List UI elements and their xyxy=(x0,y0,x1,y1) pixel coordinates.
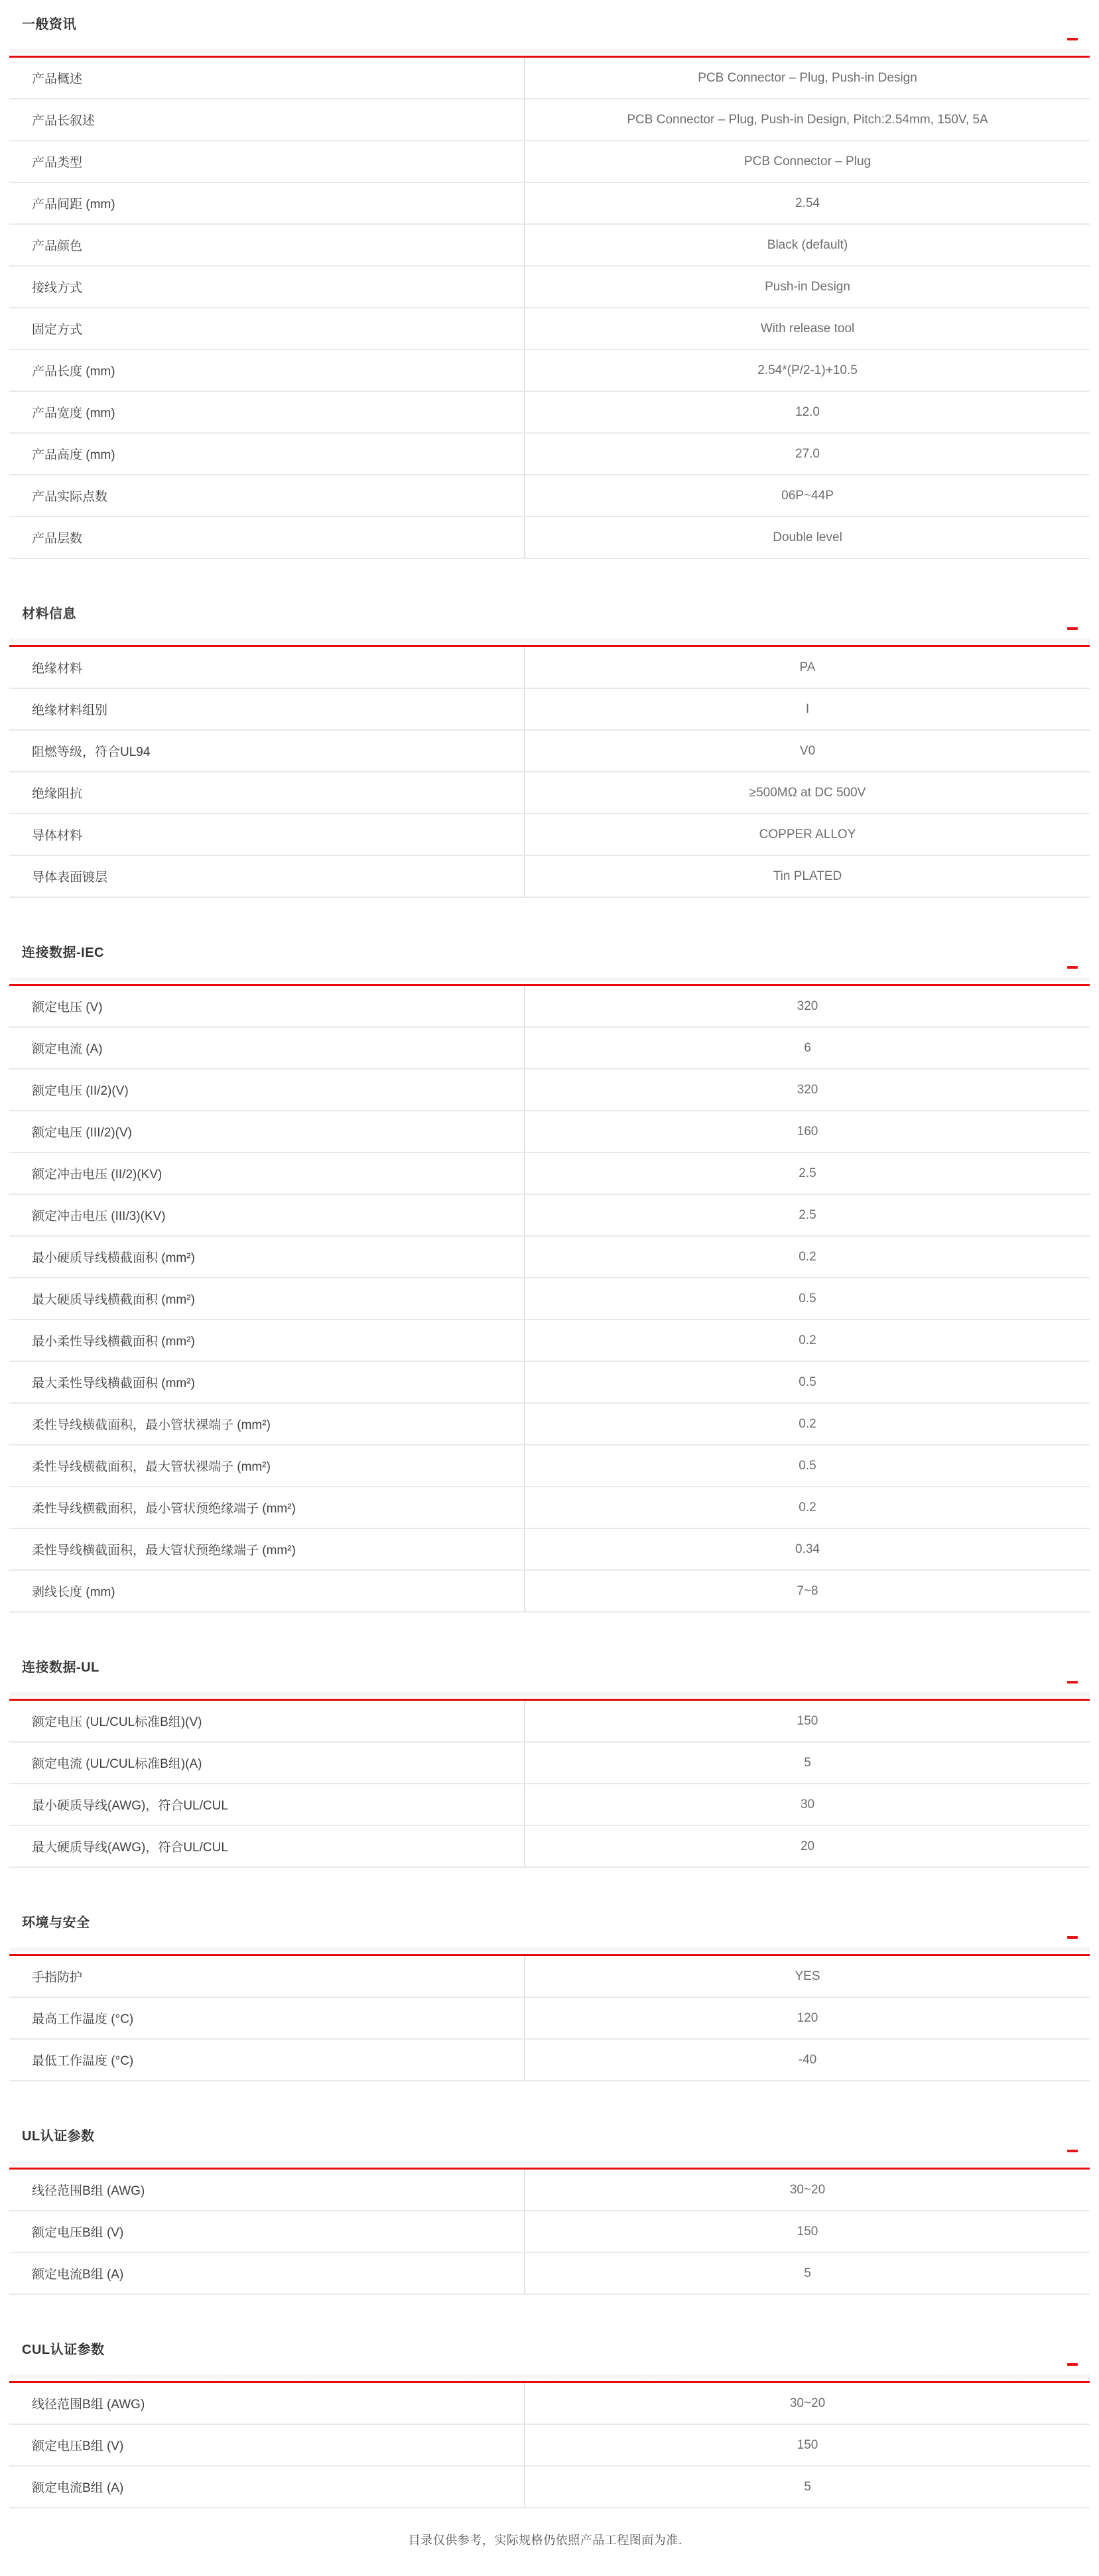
spec-section-6 xyxy=(9,2081,1090,2295)
spec-value: 0.2 xyxy=(525,1487,1090,1528)
spec-table-body xyxy=(9,2170,1090,2294)
spec-label: 导体材料 xyxy=(9,814,525,855)
spec-value: 320 xyxy=(525,986,1090,1027)
spec-label: 产品宽度 (mm) xyxy=(9,391,525,433)
dotted-strip xyxy=(9,2374,1090,2378)
dotted-strip xyxy=(9,977,1090,981)
spec-value: Black (default) xyxy=(525,224,1090,266)
spec-value: 0.5 xyxy=(525,1445,1090,1487)
spec-value: 20 xyxy=(525,1825,1090,1867)
spec-label: 固定方式 xyxy=(9,308,525,349)
table-row xyxy=(9,1701,1090,1742)
table-row xyxy=(9,1278,1090,1319)
spec-label: 产品概述 xyxy=(9,58,525,99)
red-divider xyxy=(9,2168,1090,2170)
table-row xyxy=(9,391,1090,433)
table-row xyxy=(9,1027,1090,1069)
spec-value: ≥500MΩ at DC 500V xyxy=(525,772,1090,814)
red-divider xyxy=(9,1699,1090,1701)
spec-label: 柔性导线横截面积，最小管状预绝缘端子 (mm²) xyxy=(9,1487,525,1528)
spec-table-body xyxy=(9,986,1090,1612)
section-title: CUL认证参数 xyxy=(22,2343,105,2357)
spec-label: 线径范围B组 (AWG) xyxy=(9,2383,525,2424)
table-row xyxy=(9,308,1090,349)
spec-table-body xyxy=(9,58,1090,558)
table-row xyxy=(9,688,1090,730)
table-row xyxy=(9,2252,1090,2294)
table-row xyxy=(9,2466,1090,2508)
table-row xyxy=(9,986,1090,1027)
spec-table xyxy=(9,647,1090,898)
spec-value: 30~20 xyxy=(525,2383,1090,2424)
spec-value: 5 xyxy=(525,1742,1090,1784)
section-title: 一般资讯 xyxy=(22,17,76,32)
spec-value: 27.0 xyxy=(525,433,1090,475)
spec-label: 最小柔性导线横截面积 (mm²) xyxy=(9,1319,525,1361)
table-row xyxy=(9,1570,1090,1612)
spec-label: 产品实际点数 xyxy=(9,475,525,517)
spec-value: Push-in Design xyxy=(525,266,1090,308)
spec-label: 导体表面镀层 xyxy=(9,855,525,897)
section-title: 材料信息 xyxy=(22,607,76,621)
spec-label: 额定冲击电压 (II/2)(KV) xyxy=(9,1152,525,1194)
collapse-minus-icon[interactable] xyxy=(1067,966,1078,969)
table-row xyxy=(9,1997,1090,2039)
spec-label: 绝缘材料组别 xyxy=(9,688,525,730)
spec-label: 额定电流 (A) xyxy=(9,1027,525,1069)
spec-value: 2.5 xyxy=(525,1194,1090,1236)
spec-value: 2.5 xyxy=(525,1152,1090,1194)
table-row xyxy=(9,1319,1090,1361)
spec-label: 接线方式 xyxy=(9,266,525,308)
section-header xyxy=(9,17,1090,58)
spec-label: 阻燃等级，符合UL94 xyxy=(9,730,525,772)
spec-value: 30 xyxy=(525,1784,1090,1825)
red-divider xyxy=(9,56,1090,58)
spec-label: 最低工作温度 (°C) xyxy=(9,2039,525,2081)
table-row xyxy=(9,1528,1090,1570)
spec-label: 额定电压 (II/2)(V) xyxy=(9,1069,525,1111)
table-row xyxy=(9,1784,1090,1825)
spec-value: 5 xyxy=(525,2252,1090,2294)
table-row xyxy=(9,2383,1090,2424)
spec-label: 额定电压 (III/2)(V) xyxy=(9,1111,525,1152)
spec-table-body xyxy=(9,2383,1090,2508)
spec-label: 手指防护 xyxy=(9,1956,525,1997)
spec-value: V0 xyxy=(525,730,1090,772)
table-row xyxy=(9,1194,1090,1236)
collapse-minus-icon[interactable] xyxy=(1067,2363,1078,2366)
section-header xyxy=(9,2129,1090,2170)
section-header xyxy=(9,1660,1090,1701)
spec-label: 最大柔性导线横截面积 (mm²) xyxy=(9,1361,525,1403)
spec-value: PA xyxy=(525,647,1090,688)
spec-value: Double level xyxy=(525,517,1090,558)
red-divider xyxy=(9,1954,1090,1956)
table-row xyxy=(9,1152,1090,1194)
spec-label: 产品高度 (mm) xyxy=(9,433,525,475)
spec-value: 0.2 xyxy=(525,1236,1090,1278)
spec-value: 0.5 xyxy=(525,1361,1090,1403)
table-row xyxy=(9,647,1090,688)
table-row xyxy=(9,1487,1090,1528)
table-row xyxy=(9,1111,1090,1152)
table-row xyxy=(9,517,1090,558)
spec-value: -40 xyxy=(525,2039,1090,2081)
spec-section-4 xyxy=(9,1613,1090,1868)
spec-label: 额定电流 (UL/CUL标准B组)(A) xyxy=(9,1742,525,1784)
spec-table xyxy=(9,986,1090,1613)
collapse-minus-icon[interactable] xyxy=(1067,38,1078,40)
spec-section-2 xyxy=(9,559,1090,898)
spec-label: 线径范围B组 (AWG) xyxy=(9,2170,525,2211)
spec-label: 柔性导线横截面积，最大管状裸端子 (mm²) xyxy=(9,1445,525,1487)
spec-label: 绝缘材料 xyxy=(9,647,525,688)
table-row xyxy=(9,855,1090,897)
section-title: UL认证参数 xyxy=(22,2129,95,2144)
spec-section-7 xyxy=(9,2295,1090,2508)
spec-label: 最小硬质导线(AWG)，符合UL/CUL xyxy=(9,1784,525,1825)
table-row xyxy=(9,433,1090,475)
table-row xyxy=(9,349,1090,391)
table-row xyxy=(9,1069,1090,1111)
dotted-strip xyxy=(9,49,1090,53)
spec-table-body xyxy=(9,1701,1090,1867)
table-row xyxy=(9,99,1090,141)
table-row xyxy=(9,730,1090,772)
spec-label: 产品类型 xyxy=(9,141,525,182)
table-row xyxy=(9,1445,1090,1487)
spec-value: 120 xyxy=(525,1997,1090,2039)
section-header xyxy=(9,1916,1090,1956)
collapse-minus-icon[interactable] xyxy=(1067,1936,1078,1939)
table-row xyxy=(9,1742,1090,1784)
spec-table xyxy=(9,58,1090,559)
spec-value: 0.34 xyxy=(525,1528,1090,1570)
section-header xyxy=(9,607,1090,647)
spec-label: 最小硬质导线横截面积 (mm²) xyxy=(9,1236,525,1278)
collapse-minus-icon[interactable] xyxy=(1067,627,1078,630)
spec-value: 0.2 xyxy=(525,1319,1090,1361)
table-row xyxy=(9,2211,1090,2252)
spec-label: 产品长叙述 xyxy=(9,99,525,141)
spec-section-5 xyxy=(9,1868,1090,2081)
spec-label: 最大硬质导线横截面积 (mm²) xyxy=(9,1278,525,1319)
spec-label: 产品长度 (mm) xyxy=(9,349,525,391)
section-header xyxy=(9,946,1090,986)
spec-value: I xyxy=(525,688,1090,730)
spec-value: 320 xyxy=(525,1069,1090,1111)
footer-disclaimer: 目录仅供参考，实际规格仍依照产品工程图面为准． xyxy=(408,2534,691,2547)
table-row xyxy=(9,2039,1090,2081)
spec-value: YES xyxy=(525,1956,1090,1997)
spec-label: 剥线长度 (mm) xyxy=(9,1570,525,1612)
spec-value: 0.5 xyxy=(525,1278,1090,1319)
table-row xyxy=(9,1825,1090,1867)
spec-value: PCB Connector – Plug xyxy=(525,141,1090,182)
spec-label: 额定电压B组 (V) xyxy=(9,2211,525,2252)
spec-label: 产品层数 xyxy=(9,517,525,558)
spec-value: 2.54*(P/2-1)+10.5 xyxy=(525,349,1090,391)
spec-table-body xyxy=(9,1956,1090,2081)
spec-label: 产品间距 (mm) xyxy=(9,182,525,224)
spec-value: 6 xyxy=(525,1027,1090,1069)
dotted-strip xyxy=(9,1947,1090,1951)
table-row xyxy=(9,2424,1090,2466)
table-row xyxy=(9,58,1090,99)
dotted-strip xyxy=(9,1692,1090,1696)
table-row xyxy=(9,1403,1090,1445)
section-title: 环境与安全 xyxy=(22,1916,90,1930)
collapse-minus-icon[interactable] xyxy=(1067,2150,1078,2152)
table-row xyxy=(9,1361,1090,1403)
spec-section-1 xyxy=(9,0,1090,559)
spec-table xyxy=(9,1701,1090,1868)
section-title: 连接数据-UL xyxy=(22,1660,99,1675)
spec-table xyxy=(9,1956,1090,2081)
table-row xyxy=(9,182,1090,224)
table-row xyxy=(9,2170,1090,2211)
spec-table-body xyxy=(9,647,1090,897)
spec-value: COPPER ALLOY xyxy=(525,814,1090,855)
spec-value: PCB Connector – Plug, Push-in Design, Pitch:2.54mm, 150V, 5A xyxy=(525,99,1090,141)
table-row xyxy=(9,1236,1090,1278)
spec-value: 150 xyxy=(525,2211,1090,2252)
spec-label: 产品颜色 xyxy=(9,224,525,266)
table-row xyxy=(9,475,1090,517)
red-divider xyxy=(9,984,1090,986)
table-row xyxy=(9,141,1090,182)
red-divider xyxy=(9,2381,1090,2383)
spec-label: 绝缘阻抗 xyxy=(9,772,525,814)
spec-value: 2.54 xyxy=(525,182,1090,224)
spec-label: 额定电流B组 (A) xyxy=(9,2252,525,2294)
spec-value: 150 xyxy=(525,1701,1090,1742)
dotted-strip xyxy=(9,2161,1090,2165)
spec-label: 额定电流B组 (A) xyxy=(9,2466,525,2508)
spec-value: 150 xyxy=(525,2424,1090,2466)
spec-value: 160 xyxy=(525,1111,1090,1152)
table-row xyxy=(9,772,1090,814)
spec-label: 柔性导线横截面积，最大管状预绝缘端子 (mm²) xyxy=(9,1528,525,1570)
table-row xyxy=(9,266,1090,308)
spec-value: PCB Connector – Plug, Push-in Design xyxy=(525,58,1090,99)
spec-label: 额定电压 (V) xyxy=(9,986,525,1027)
spec-value: 06P~44P xyxy=(525,475,1090,517)
spec-value: With release tool xyxy=(525,308,1090,349)
spec-label: 额定电压B组 (V) xyxy=(9,2424,525,2466)
red-divider xyxy=(9,645,1090,647)
spec-value: Tin PLATED xyxy=(525,855,1090,897)
table-row xyxy=(9,1956,1090,1997)
table-row xyxy=(9,224,1090,266)
spec-value: 5 xyxy=(525,2466,1090,2508)
spec-table xyxy=(9,2170,1090,2295)
spec-label: 柔性导线横截面积，最小管状裸端子 (mm²) xyxy=(9,1403,525,1445)
section-title: 连接数据-IEC xyxy=(22,946,104,960)
spec-label: 最高工作温度 (°C) xyxy=(9,1997,525,2039)
spec-label: 额定冲击电压 (III/3)(KV) xyxy=(9,1194,525,1236)
section-header xyxy=(9,2343,1090,2383)
table-row xyxy=(9,814,1090,855)
dotted-strip xyxy=(9,639,1090,643)
spec-value: 7~8 xyxy=(525,1570,1090,1612)
spec-label: 最大硬质导线(AWG)，符合UL/CUL xyxy=(9,1825,525,1867)
spec-label: 额定电压 (UL/CUL标准B组)(V) xyxy=(9,1701,525,1742)
spec-section-3 xyxy=(9,898,1090,1613)
spec-table xyxy=(9,2383,1090,2508)
spec-value: 30~20 xyxy=(525,2170,1090,2211)
collapse-minus-icon[interactable] xyxy=(1067,1681,1078,1684)
spec-value: 0.2 xyxy=(525,1403,1090,1445)
spec-value: 12.0 xyxy=(525,391,1090,433)
